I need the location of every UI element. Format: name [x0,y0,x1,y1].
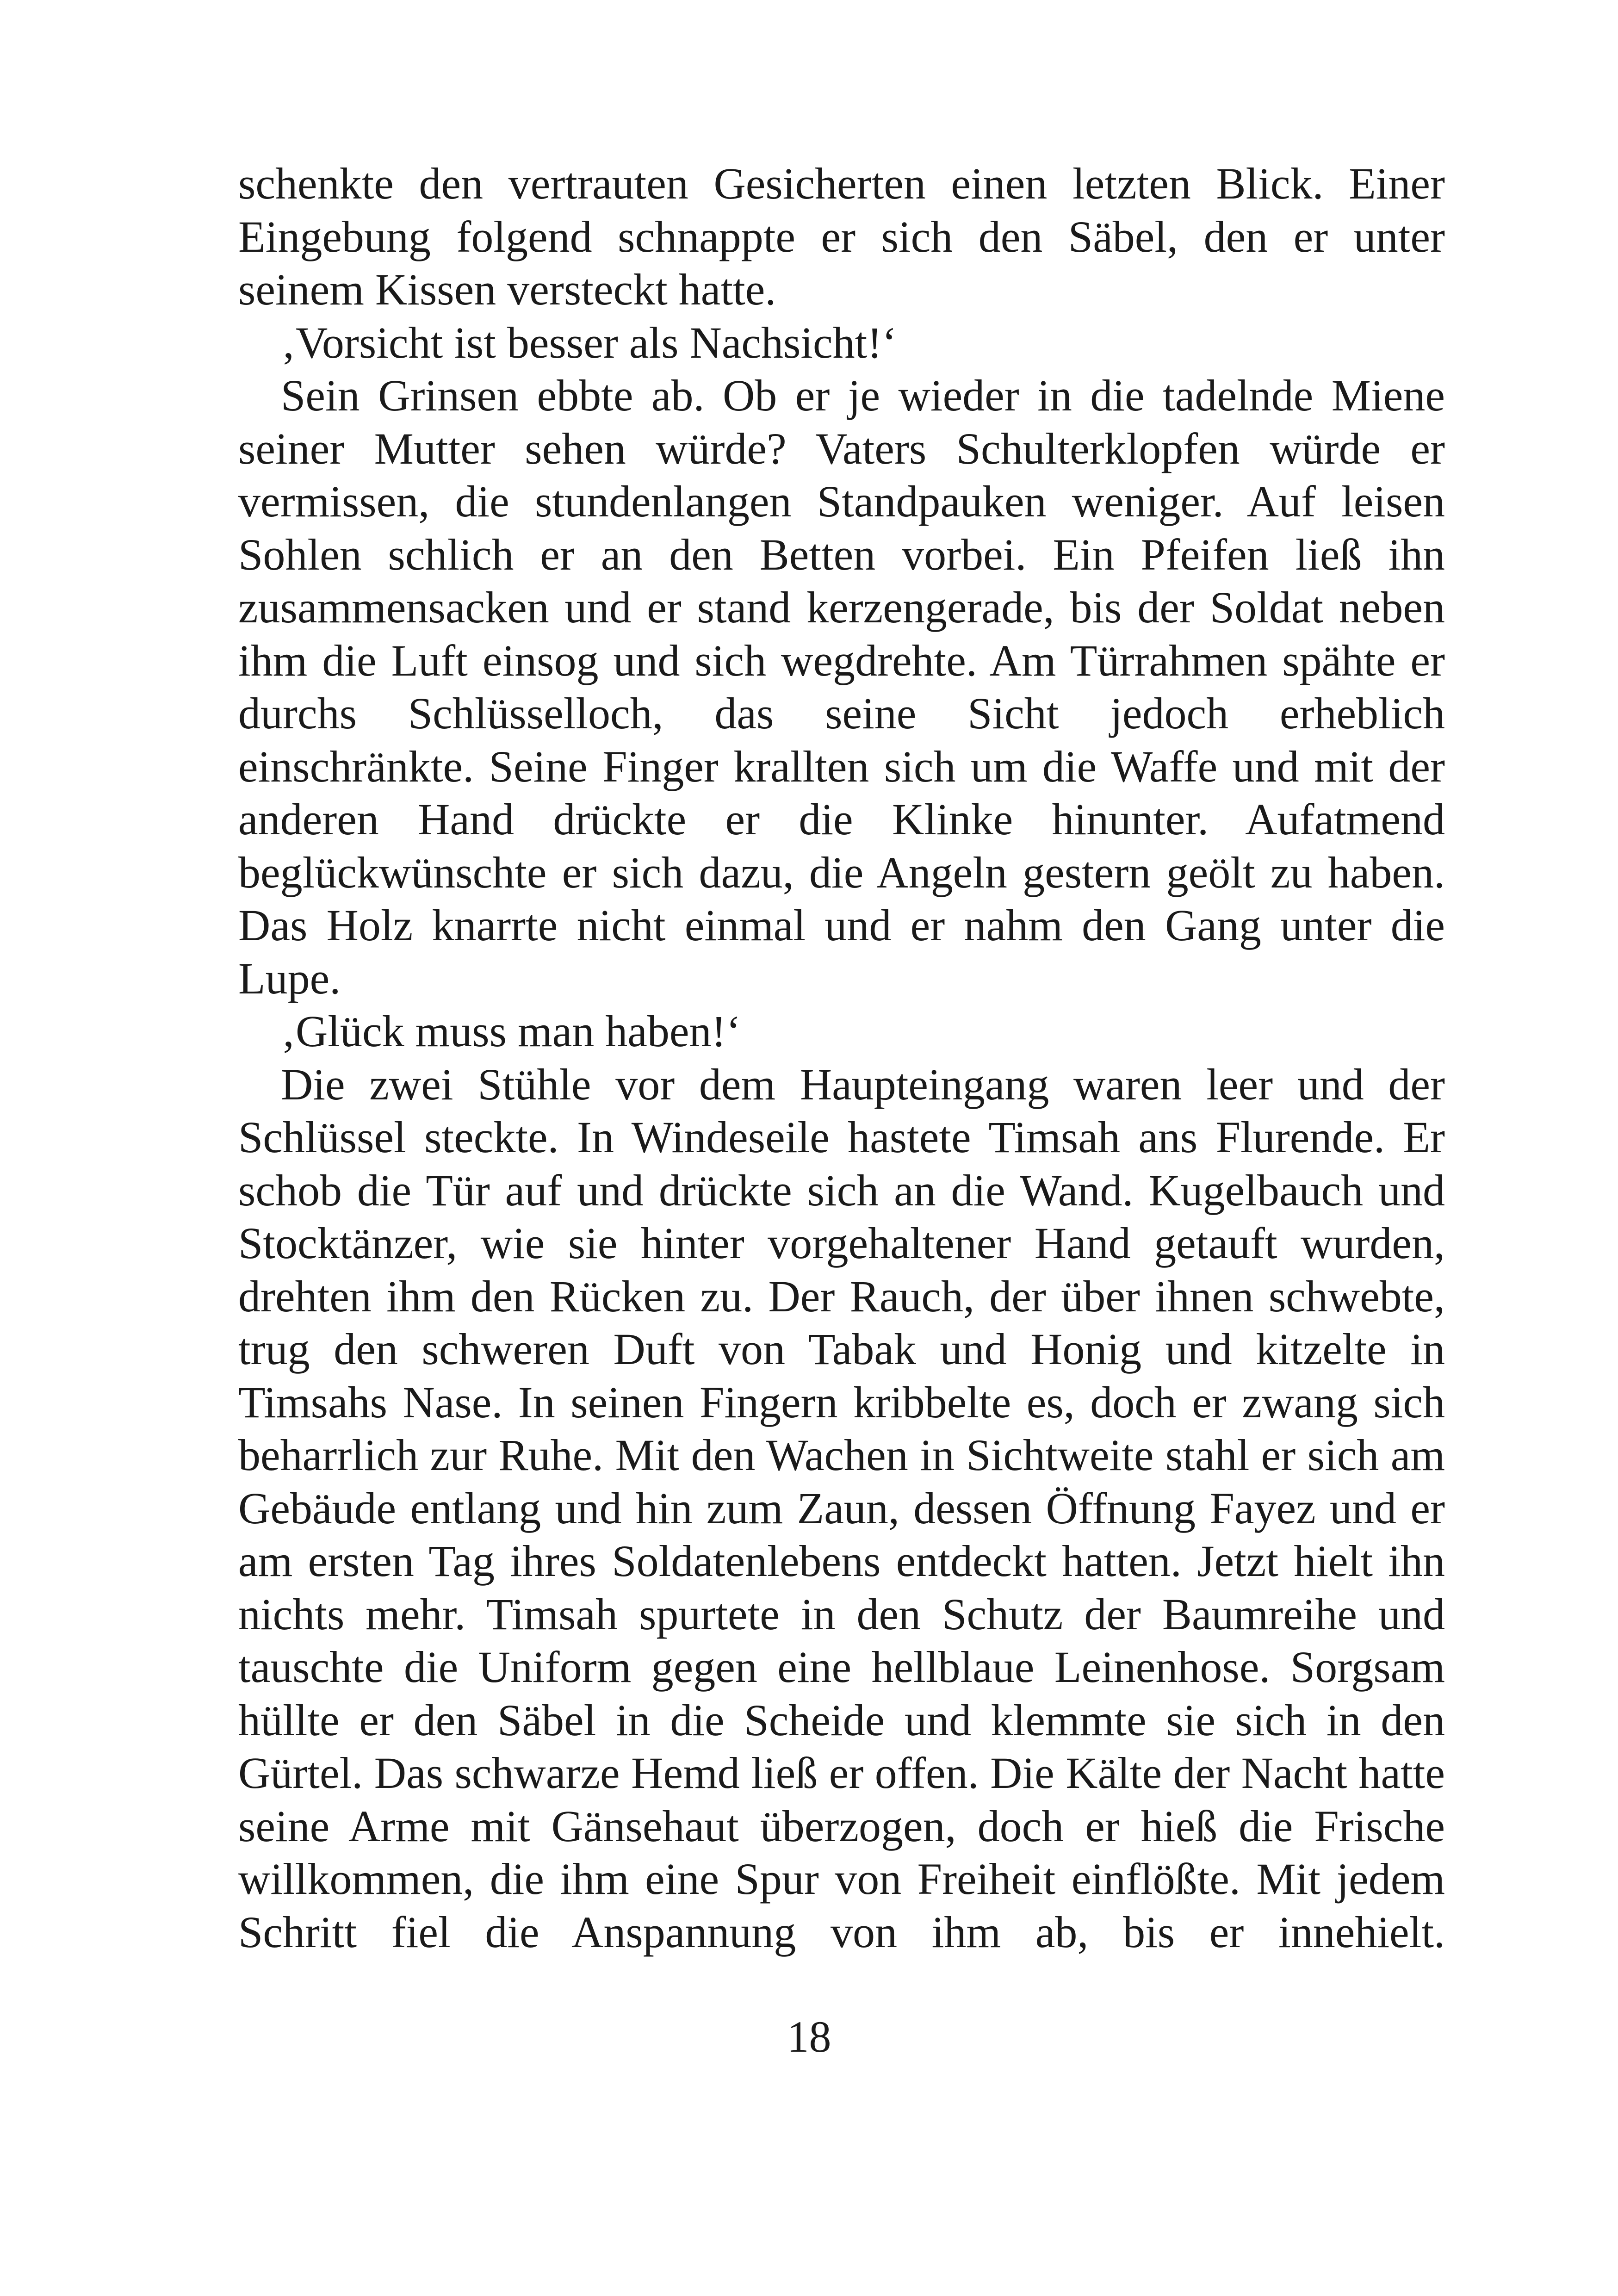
paragraph-2: ‚Vorsicht ist besser als Nachsicht!‘ [281,317,897,367]
body-text [238,157,1445,1959]
paragraph-5: Die zwei Stühle vor dem Haupteingang waren leer und der Schlüssel steckte. In Windeseile hastete Timsah ans Flurende. Er schob die Tür auf und drückte sich an die Wand. Kugelbauch und Stocktänzer, wie sie hinter vorgehaltener Hand getauft wurden, drehten ihm den Rücken zu. Der Rauch, der über ihnen schwebte, trug den schweren Duft von Tabak und Honig und kitzelte in Timsahs Nase. In seinen Fingern kribbelte es, doch er zwang sich beharrlich zur Ruhe. Mit den Wachen in Sichtweite stahl er sich am Gebäude entlang und hin zum Zaun, dessen Öffnung Fayez und er am ersten Tag ihres Soldatenlebens entdeckt hatten. Jetzt hielt ihn nichts mehr. Timsah spurtete in den Schutz der Baumreihe und tauschte die Uniform gegen eine hellblaue Leinenhose. Sorgsam hüllte er den Säbel in die Scheide und klemmte sie sich in den Gürtel. Das schwarze Hemd ließ er offen. Die Kälte der Nacht hatte seine Arme mit Gänsehaut überzogen, doch er hieß die Frische willkommen, die ihm eine Spur von Freiheit einflößte. Mit jedem Schritt fiel die Anspannung von ihm ab, bis er innehielt. [238,1059,1445,1957]
paragraph-1: schenkte den vertrauten Gesicherten einen letzten Blick. Einer Eingebung folgend schnappte er sich den Säbel, den er unter seinem Kissen versteckt hatte. [238,159,1445,314]
paragraph-3: Sein Grinsen ebbte ab. Ob er je wieder in die tadelnde Miene seiner Mutter sehen würde? Vaters Schulterklopfen würde er vermissen, die stundenlangen Standpauken weniger. Auf leisen Sohlen schlich er an den Betten vorbei. Ein Pfeifen ließ ihn zusammensacken und er stand kerzengerade, bis der Soldat neben ihm die Luft einsog und sich wegdrehte. Am Türrahmen spähte er durchs Schlüsselloch, das seine Sicht jedoch erheblich einschränkte. Seine Finger krallten sich um die Waffe und mit der anderen Hand drückte er die Klinke hinunter. Aufatmend beglückwünschte er sich dazu, die Angeln gestern geölt zu haben. Das Holz knarrte nicht einmal und er nahm den Gang unter die Lupe. [238,371,1445,1003]
paragraph-4: ‚Glück muss man haben!‘ [281,1006,741,1056]
page-number: 18 [787,2012,831,2061]
